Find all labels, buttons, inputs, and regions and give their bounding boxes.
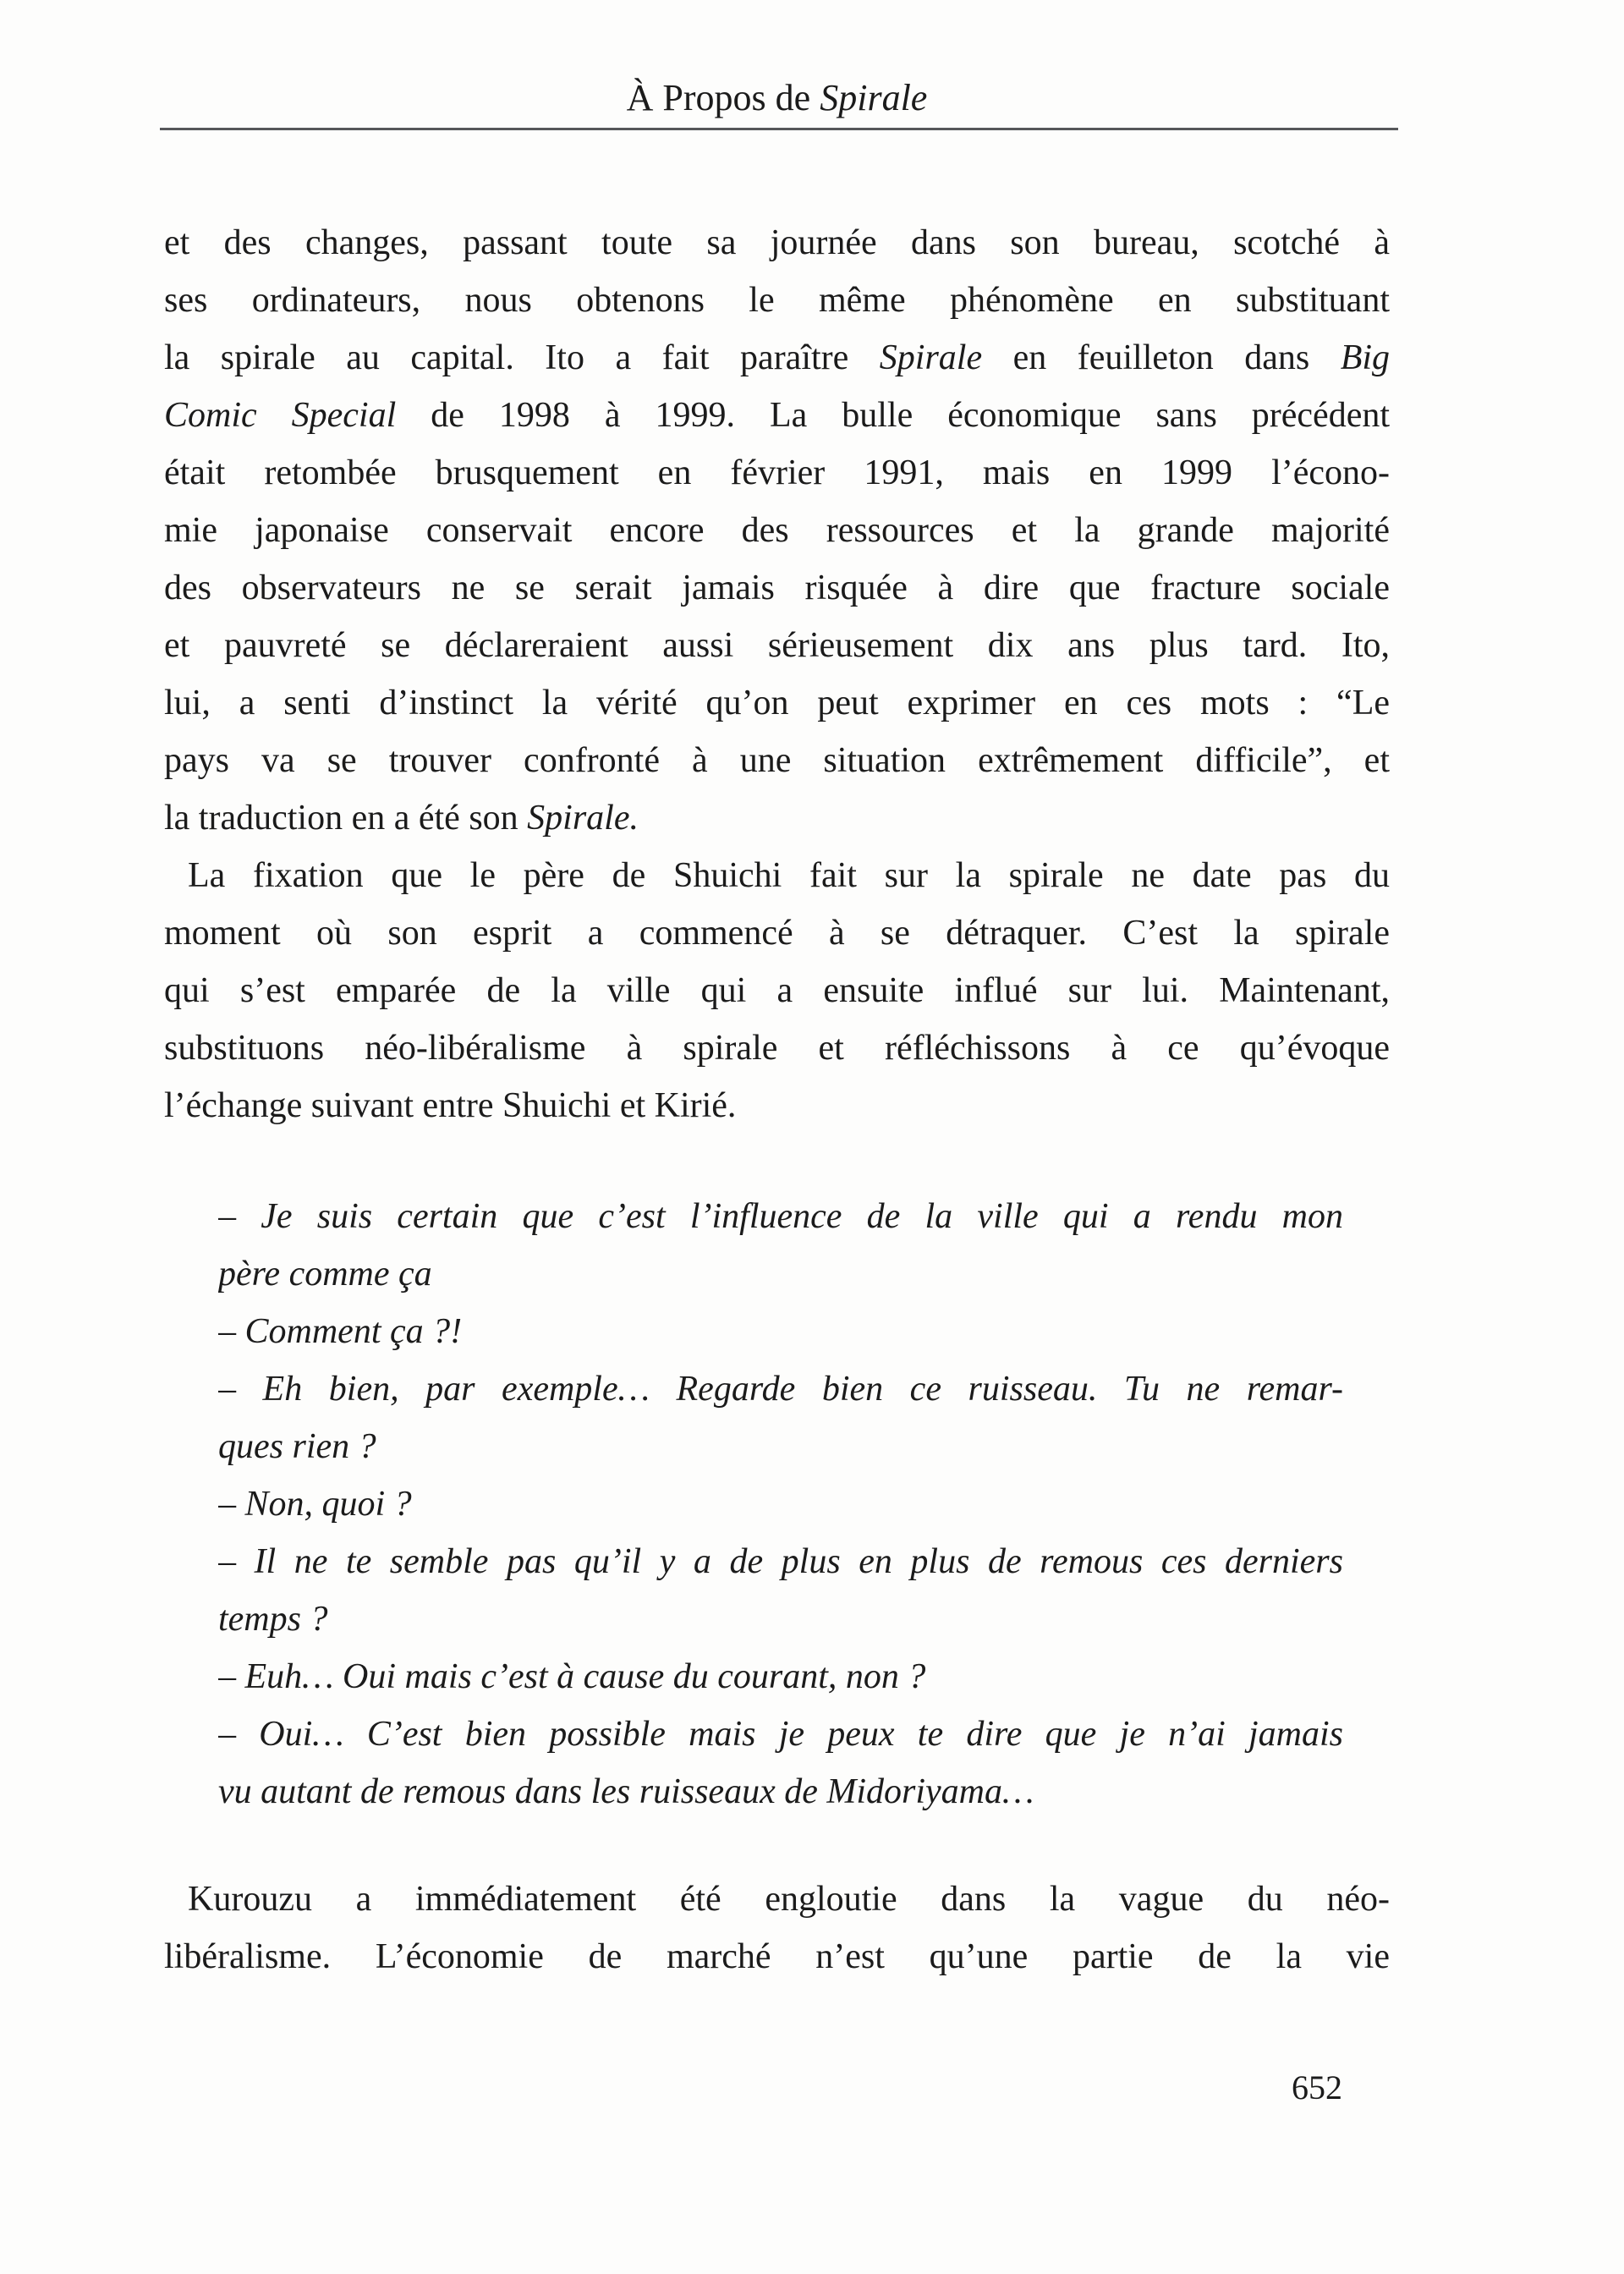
text-line [164, 1019, 1390, 1077]
text-segment: qui s’est emparée de la ville qui a ensuite influé sur lui. Maintenant, [164, 971, 1390, 1010]
text-segment: temps ? [218, 1600, 328, 1639]
text-segment: – Eh bien, par exemple… Regarde bien ce ruisseau. Tu ne remar- [218, 1370, 1343, 1409]
text-segment: – Comment ça ?! [218, 1312, 463, 1351]
body-text-block-after-quote [164, 1870, 1390, 1986]
text-line [218, 1475, 1343, 1533]
text-segment: de 1998 à 1999. La bulle économique sans précédent [396, 396, 1390, 435]
header-title-roman: À Propos de [626, 77, 820, 118]
italic-text-segment: Spirale. [527, 799, 639, 838]
text-line [164, 789, 1390, 847]
text-line [164, 387, 1390, 444]
text-line [218, 1245, 1343, 1303]
text-segment: libéralisme. L’économie de marché n’est qu’une partie de la vie [164, 1937, 1390, 1976]
text-line [164, 502, 1390, 559]
text-segment: – Non, quoi ? [218, 1485, 412, 1524]
text-line [164, 1870, 1390, 1928]
text-line [218, 1360, 1343, 1418]
dialogue-quote-block [218, 1188, 1343, 1821]
header-title-italic: Spirale [820, 77, 928, 118]
text-line [164, 732, 1390, 789]
text-segment: lui, a senti d’instinct la vérité qu’on peut exprimer en ces mots : “Le [164, 684, 1390, 722]
text-line [218, 1648, 1343, 1706]
body-text-block [164, 214, 1390, 1134]
text-line [218, 1763, 1343, 1821]
text-segment: la traduction en a été son [164, 799, 528, 838]
text-line [164, 1077, 1390, 1134]
text-segment: Kurouzu a immédiatement été engloutie dans la vague du néo- [188, 1880, 1390, 1919]
text-line [164, 444, 1390, 502]
text-line [218, 1590, 1343, 1648]
text-segment: était retombée brusquement en février 1991, mais en 1999 l’écono- [164, 453, 1390, 492]
text-line [164, 272, 1390, 329]
text-segment: La fixation que le père de Shuichi fait sur la spirale ne date pas du [188, 856, 1390, 895]
text-segment: – Il ne te semble pas qu’il y a de plus en plus de remous ces derniers [218, 1542, 1343, 1581]
text-segment: substituons néo-libéralisme à spirale et réfléchissons à ce qu’évoque [164, 1029, 1390, 1068]
text-segment: vu autant de remous dans les ruisseaux de Midoriyama… [218, 1772, 1034, 1811]
text-line [164, 674, 1390, 732]
text-segment: mie japonaise conservait encore des ressources et la grande majorité [164, 511, 1390, 550]
text-line [218, 1303, 1343, 1360]
text-line [218, 1533, 1343, 1590]
text-segment: – Oui… C’est bien possible mais je peux te dire que je n’ai jamais [218, 1715, 1343, 1754]
text-segment: ses ordinateurs, nous obtenons le même phénomène en substituant [164, 281, 1390, 320]
text-line [164, 329, 1390, 387]
text-line [164, 962, 1390, 1019]
header-rule [160, 128, 1398, 130]
text-line [164, 559, 1390, 617]
text-segment: – Je suis certain que c’est l’influence de la ville qui a rendu mon [218, 1197, 1343, 1236]
text-line [218, 1706, 1343, 1763]
text-segment: ques rien ? [218, 1427, 376, 1466]
text-segment: père comme ça [218, 1255, 432, 1294]
text-line [164, 214, 1390, 272]
text-segment: – Euh… Oui mais c’est à cause du courant, non ? [218, 1657, 926, 1696]
text-segment: en feuilleton dans [982, 338, 1341, 377]
page-number: 652 [1292, 2068, 1342, 2106]
text-segment: pays va se trouver confronté à une situation extrêmement difficile”, et [164, 741, 1390, 780]
text-segment: moment où son esprit a commencé à se détraquer. C’est la spirale [164, 914, 1390, 953]
text-line [218, 1418, 1343, 1475]
text-segment: et des changes, passant toute sa journée dans son bureau, scotché à [164, 223, 1390, 262]
text-segment: et pauvreté se déclareraient aussi sérieusement dix ans plus tard. Ito, [164, 626, 1390, 665]
text-line [164, 847, 1390, 904]
text-line [164, 904, 1390, 962]
text-line [218, 1188, 1343, 1245]
italic-text-segment: Big [1340, 338, 1390, 377]
text-line [164, 1928, 1390, 1986]
text-line [164, 617, 1390, 674]
page-header [164, 71, 1390, 125]
text-segment: des observateurs ne se serait jamais risquée à dire que fracture sociale [164, 568, 1390, 607]
italic-text-segment: Spirale [879, 338, 983, 377]
text-segment: la spirale au capital. Ito a fait paraître [164, 338, 880, 377]
italic-text-segment: Comic Special [164, 396, 397, 435]
text-segment: l’échange suivant entre Shuichi et Kirié. [164, 1086, 737, 1125]
